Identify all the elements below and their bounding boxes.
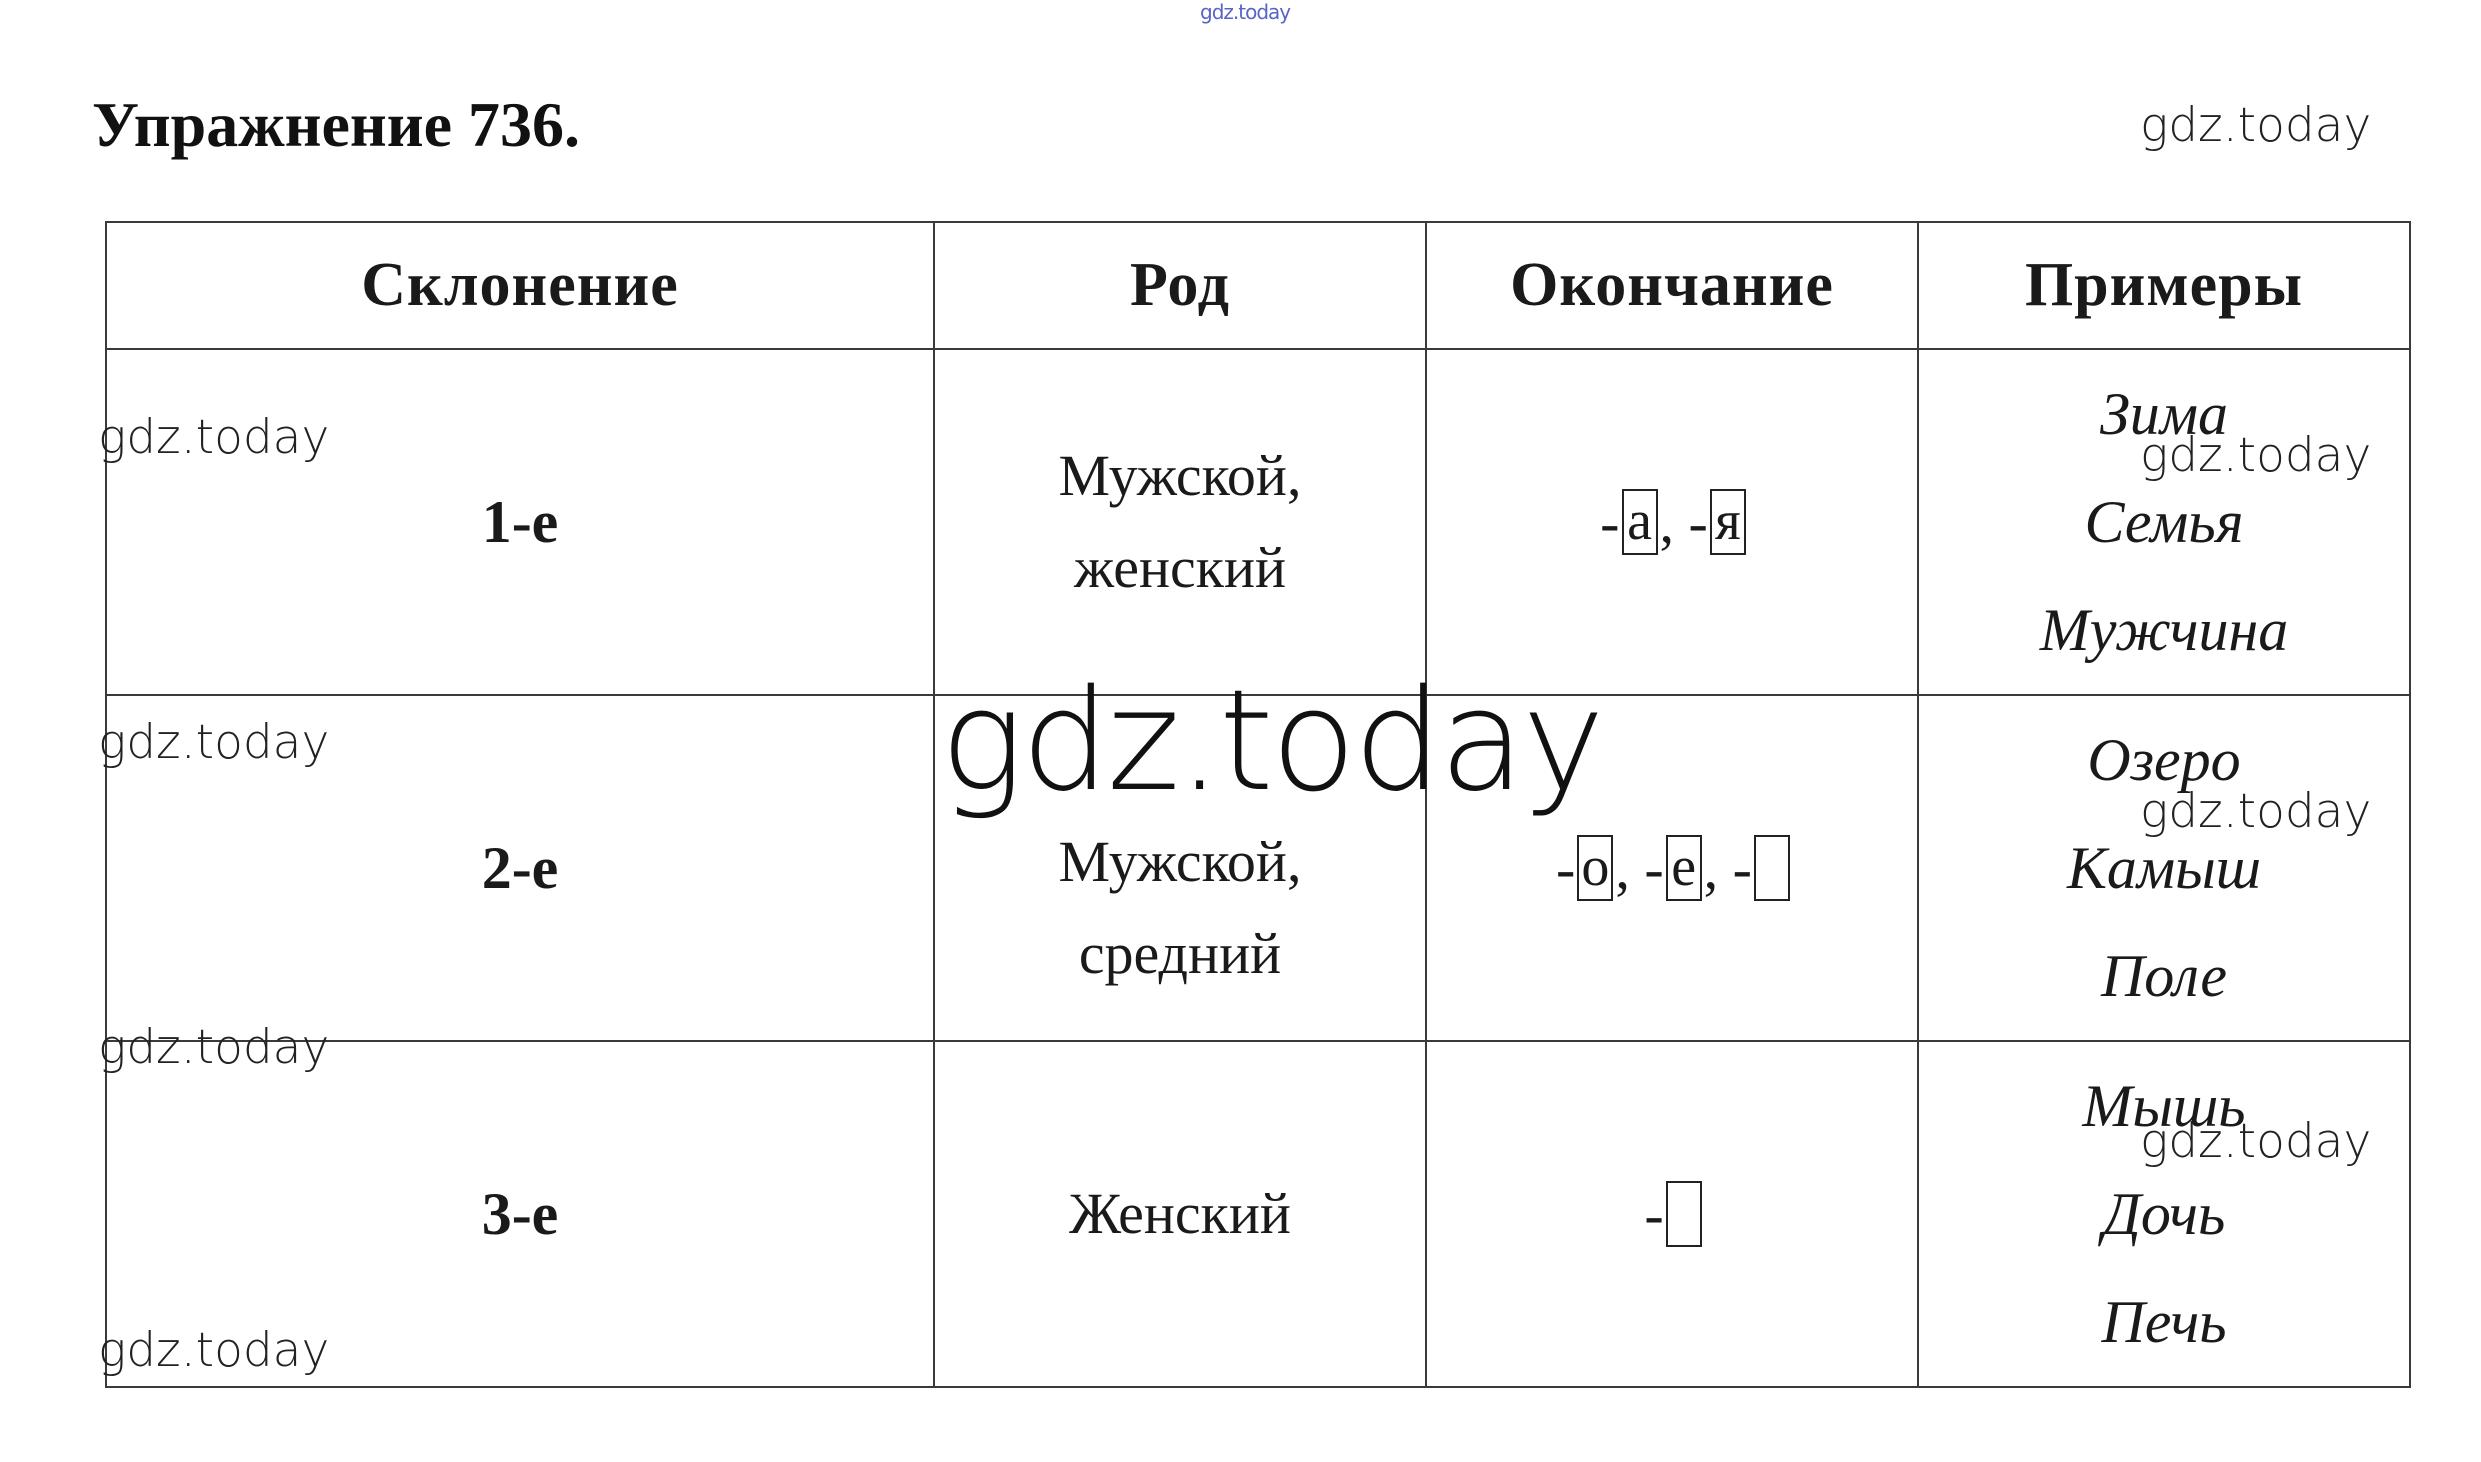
example-word: Дочь [2102,1181,2226,1247]
exercise-title: Упражнение 736. [92,89,581,160]
ending-box: я [1710,489,1746,555]
ending-box: е [1666,835,1702,901]
ending-box: а [1622,489,1658,555]
header-gender: Род [934,222,1426,349]
ending-cell: - а , - я [1426,349,1918,695]
example-word: Семья [2084,489,2244,555]
gender-line: Мужской, [1058,829,1302,894]
watermark-examples: gdz.today [2140,428,2372,483]
watermark-examples: gdz.today [2140,784,2372,839]
examples-cell [1918,1041,2410,1387]
example-word: Печь [2101,1289,2227,1355]
example-word: Озеро [2087,727,2241,793]
watermark-left: gdz.today [98,1020,330,1075]
watermark-left: gdz.today [98,715,330,770]
examples-cell [1918,349,2410,695]
header-ending: Окончание [1426,222,1918,349]
gender-cell [934,1041,1426,1387]
example-word: Зима [2100,381,2228,447]
declension-cell: 1-е [481,488,559,555]
ending-cell: - [1426,1041,1918,1387]
declension-cell: 3-е [481,1180,559,1247]
watermark-top-right: gdz.today [2140,98,2372,153]
ending-box [1754,835,1790,901]
top-watermark: gdz.today [1200,0,1291,24]
example-word: Мужчина [2039,597,2289,663]
watermark-left: gdz.today [98,410,330,465]
ending-box: о [1577,835,1613,901]
ending-box [1666,1181,1702,1247]
ending-cell: - о , - е , - [1426,695,1918,1041]
header-examples: Примеры [1918,222,2410,349]
gender-line: Женский [1069,1181,1291,1246]
table-row [106,349,2410,695]
gender-line: средний [1078,921,1282,986]
declension-cell: 2-е [481,834,559,901]
watermark-left: gdz.today [98,1323,330,1378]
example-word: Поле [2100,943,2228,1009]
example-word: Камыш [2066,835,2262,901]
gender-cell [934,349,1426,695]
gender-line: Мужской, [1058,443,1302,508]
table-row [106,1041,2410,1387]
gender-line: женский [1073,535,1287,600]
watermark-examples: gdz.today [2140,1114,2372,1169]
header-declension: Склонение [106,222,934,349]
examples-cell [1918,695,2410,1041]
watermark-center: gdz.today [940,660,1602,823]
example-word: Мышь [2082,1073,2246,1139]
table-header-row [106,222,2410,349]
